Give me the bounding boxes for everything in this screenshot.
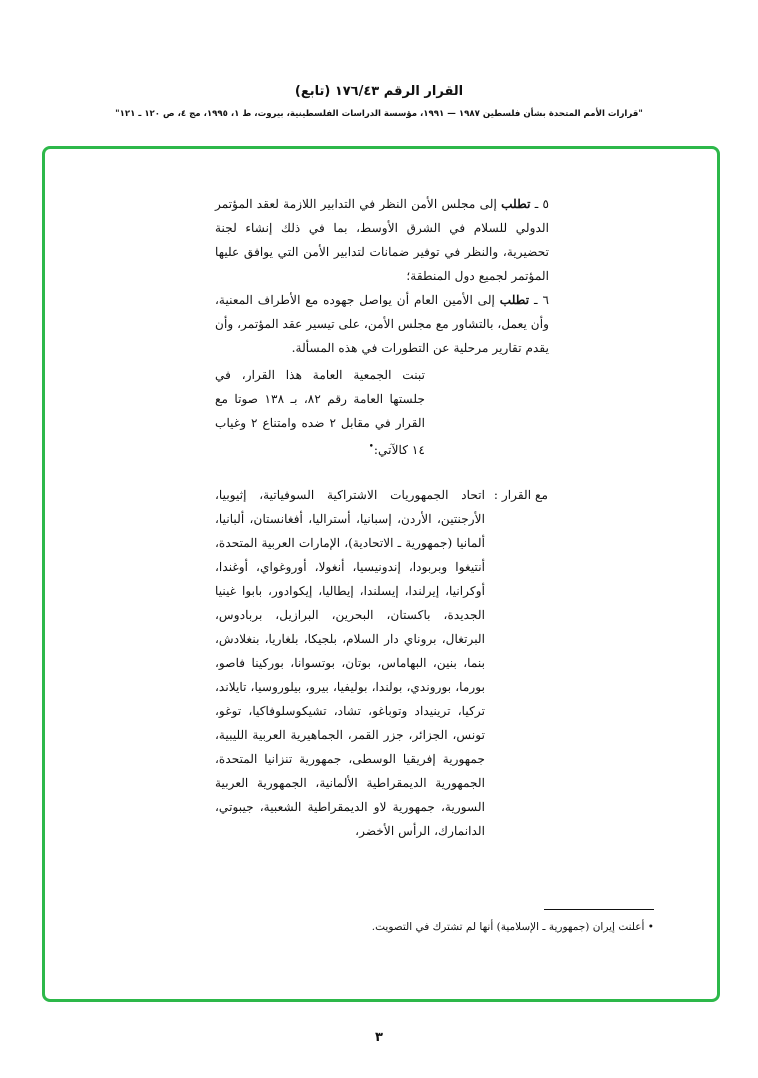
paragraph-lead-verb: تطلب (501, 197, 531, 211)
resolution-body (215, 192, 549, 360)
country-list: اتحاد الجمهوريات الاشتراكية السوفياتية، إثيوبيا، الأرجنتين، الأردن، إسبانيا، أستراليا، أفغانستان، ألبانيا، ألمانيا (جمهورية ـ الاتحادية)، الإمارات العربية المتحدة، أنتيغوا وبربودا، إندونيسيا، أنغولا، أوروغواي، أوغندا، أوكرانيا، إيرلندا، إيسلندا، إيطاليا، إيكوادور، بابوا غينيا الجديدة، باكستان، البحرين، البرازيل، بربادوس، البرتغال، بروناي دار السلام، بلجيكا، بلغاريا، بنغلادش، بنما، بنين، البهاماس، بوتان، بوتسوانا، بوركينا فاصو، بورما، بوروندي، بولندا، بوليفيا، بيرو، بيلوروسيا، تايلاند، تركيا، ترينيداد وتوباغو، تشاد، تشيكوسلوفاكيا، توغو، تونس، الجزائر، جزر القمر، الجماهيرية العربية الليبية، جمهورية إفريقيا الوسطى، جمهورية تنزانيا المتحدة، الجمهورية الديمقراطية الألمانية، الجمهورية العربية السورية، جمهورية لاو الديمقراطية الشعبية، جيبوتي، الدانمارك، الرأس الأخضر، (215, 488, 485, 838)
page-number: ٣ (375, 1030, 383, 1045)
page-header-source: "قرارات الأمم المتحدة بشأن فلسطين ١٩٨٧ — ١٩٩١، مؤسسة الدراسات الفلسطينية، بيروت، ط ١، ١٩٩٥، مج ٤، ص ١٢٠ ـ ١٢١" (115, 109, 643, 119)
vote-in-favor-label: مع القرار : (493, 488, 548, 502)
page-header-title: (تابع) القرار الرقم ١٧٦/٤٣ (294, 84, 464, 99)
paragraph-text: إلى مجلس الأمن النظر في التدابير اللازمة لعقد المؤتمر الدولي للسلام في الشرق الأوسط، بما في ذلك إنشاء لجنة تحضيرية، والنظر في توفير ضمانات لتدابير الأمن التي يوافق عليها المؤتمر لجميع دول المنطقة؛ (215, 197, 549, 283)
footnote (372, 921, 654, 933)
paragraph-number: ٦ ـ (534, 293, 550, 307)
paragraph-number: ٥ ـ (534, 197, 550, 211)
adoption-note (215, 363, 425, 462)
footnote-marker: • (368, 442, 374, 452)
footnote-text: أعلنت إيران (جمهورية ـ الإسلامية) أنها لم تشترك في التصويت. (371, 921, 645, 933)
footnote-bullet: • (647, 921, 654, 933)
paragraph-5 (215, 192, 549, 288)
footnote-divider (544, 909, 654, 910)
paragraph-6 (215, 288, 549, 360)
paragraph-text: إلى الأمين العام أن يواصل جهوده مع الأطراف المعنية، وأن يعمل، بالتشاور مع مجلس الأمن، على تيسير عقد المؤتمر، وأن يقدم تقارير مرحلية عن التطورات في هذه المسألة. (215, 293, 549, 355)
vote-in-favor-list (215, 483, 485, 843)
paragraph-lead-verb: تطلب (499, 293, 530, 307)
adoption-text: تبنت الجمعية العامة هذا القرار، في جلستها العامة رقم ٨٢، بـ ١٣٨ صوتا مع القرار في مقابل ٢ ضده وامتناع ٢ وغياب ١٤ كالآتي: (215, 368, 425, 458)
